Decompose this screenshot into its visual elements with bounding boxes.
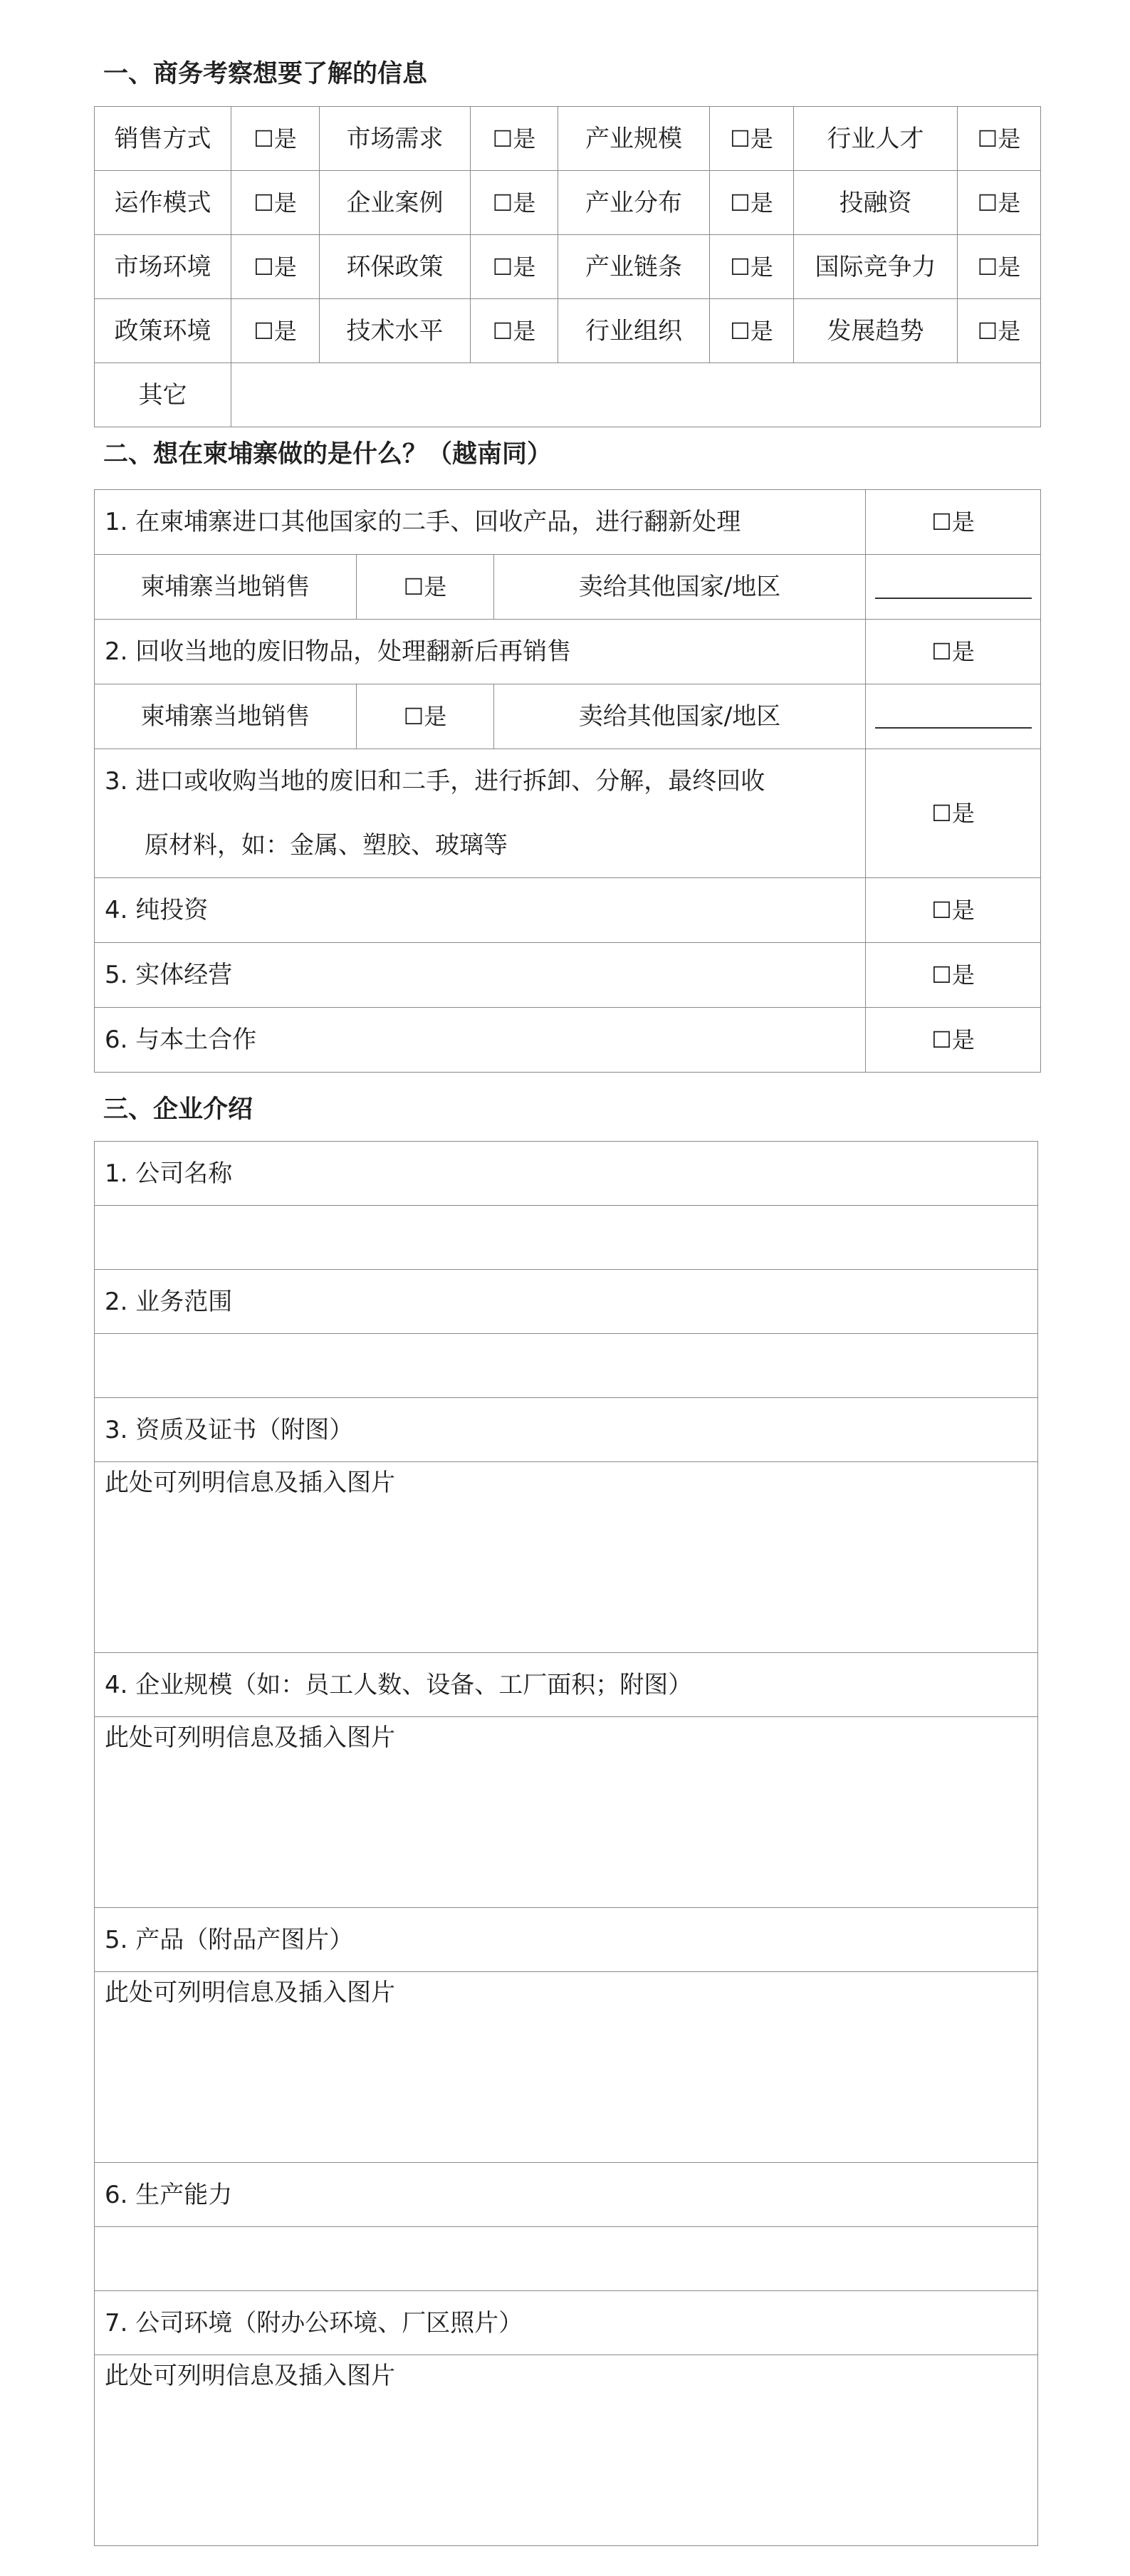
plan-checkbox[interactable]: ☐是	[866, 490, 1041, 555]
plan-table	[94, 489, 1041, 1073]
plan-checkbox[interactable]: ☐是	[866, 1008, 1041, 1073]
plan-item-text: 4. 纯投资	[95, 878, 866, 943]
info-label: 销售方式	[95, 107, 231, 171]
section1-title: 一、商务考察想要了解的信息	[103, 60, 428, 88]
info-checkbox[interactable]: ☐是	[231, 107, 320, 171]
plan-checkbox[interactable]: ☐是	[866, 749, 1041, 878]
plan-item	[95, 943, 1041, 1008]
info-row	[95, 235, 1041, 299]
sell-abroad-label: 卖给其他国家/地区	[494, 684, 866, 749]
company-item	[95, 2291, 1038, 2355]
sell-abroad-label: 卖给其他国家/地区	[494, 555, 866, 620]
section2-title: 二、想在柬埔寨做的是什么？（越南同）	[103, 440, 553, 469]
info-label: 产业链条	[558, 235, 710, 299]
plan-item-text: 2. 回收当地的废旧物品，处理翻新后再销售	[95, 620, 866, 684]
info-checkbox[interactable]: ☐是	[958, 171, 1041, 235]
info-checkbox[interactable]: ☐是	[958, 235, 1041, 299]
plan-item	[95, 878, 1041, 943]
plan-item-text	[95, 749, 866, 878]
info-checkbox[interactable]: ☐是	[710, 107, 794, 171]
plan-item-text: 5. 实体经营	[95, 943, 866, 1008]
company-item	[95, 1142, 1038, 1206]
scale-note[interactable]: 此处可列明信息及插入图片	[95, 1717, 1038, 1908]
info-label: 发展趋势	[794, 299, 958, 363]
info-label: 产业规模	[558, 107, 710, 171]
plan-item3-line1: 3. 进口或收购当地的废旧和二手，进行拆卸、分解，最终回收	[105, 767, 765, 796]
plan-item3-line2: 原材料，如：金属、塑胶、玻璃等	[145, 831, 508, 860]
info-label: 市场需求	[320, 107, 471, 171]
business-scope-input[interactable]	[95, 1334, 1038, 1398]
info-label: 投融资	[794, 171, 958, 235]
plan-item	[95, 620, 1041, 684]
info-checkbox[interactable]: ☐是	[471, 107, 558, 171]
info-label: 市场环境	[95, 235, 231, 299]
company-item	[95, 1270, 1038, 1334]
info-label: 企业案例	[320, 171, 471, 235]
blank-line	[875, 709, 1032, 729]
info-label: 技术水平	[320, 299, 471, 363]
plan-item-text: 1. 在柬埔寨进口其他国家的二手、回收产品，进行翻新处理	[95, 490, 866, 555]
info-row-other	[95, 363, 1041, 427]
company-input-row	[95, 1206, 1038, 1270]
plan-subrow	[95, 684, 1041, 749]
company-note-row	[95, 1972, 1038, 2163]
sell-abroad-blank[interactable]	[866, 684, 1041, 749]
plan-checkbox[interactable]: ☐是	[866, 943, 1041, 1008]
info-checkbox[interactable]: ☐是	[958, 299, 1041, 363]
company-item	[95, 2163, 1038, 2227]
info-table	[94, 106, 1041, 427]
company-table	[94, 1141, 1038, 2546]
product-note[interactable]: 此处可列明信息及插入图片	[95, 1972, 1038, 2163]
company-item-label: 6. 生产能力	[95, 2163, 1038, 2227]
company-note-row	[95, 1717, 1038, 1908]
plan-item	[95, 490, 1041, 555]
company-item-label: 4. 企业规模（如：员工人数、设备、工厂面积；附图）	[95, 1653, 1038, 1717]
company-item	[95, 1653, 1038, 1717]
info-label: 运作模式	[95, 171, 231, 235]
local-sales-label: 柬埔寨当地销售	[95, 684, 357, 749]
info-row	[95, 107, 1041, 171]
plan-checkbox[interactable]: ☐是	[866, 878, 1041, 943]
info-label: 行业组织	[558, 299, 710, 363]
environment-note[interactable]: 此处可列明信息及插入图片	[95, 2355, 1038, 2546]
info-checkbox[interactable]: ☐是	[710, 299, 794, 363]
company-name-input[interactable]	[95, 1206, 1038, 1270]
info-label: 国际竞争力	[794, 235, 958, 299]
company-item-label: 7. 公司环境（附办公环境、厂区照片）	[95, 2291, 1038, 2355]
info-label: 产业分布	[558, 171, 710, 235]
plan-checkbox[interactable]: ☐是	[866, 620, 1041, 684]
info-row	[95, 299, 1041, 363]
company-item	[95, 1908, 1038, 1972]
info-checkbox[interactable]: ☐是	[958, 107, 1041, 171]
section3-title: 三、企业介绍	[103, 1095, 253, 1124]
info-checkbox[interactable]: ☐是	[231, 299, 320, 363]
company-item	[95, 1398, 1038, 1462]
company-item-label: 3. 资质及证书（附图）	[95, 1398, 1038, 1462]
info-label: 行业人才	[794, 107, 958, 171]
plan-item-text: 6. 与本土合作	[95, 1008, 866, 1073]
info-checkbox[interactable]: ☐是	[471, 235, 558, 299]
local-sales-checkbox[interactable]: ☐是	[357, 555, 494, 620]
company-item-label: 1. 公司名称	[95, 1142, 1038, 1206]
info-checkbox[interactable]: ☐是	[710, 235, 794, 299]
company-input-row	[95, 2227, 1038, 2291]
company-note-row	[95, 2355, 1038, 2546]
info-row	[95, 171, 1041, 235]
sell-abroad-blank[interactable]	[866, 555, 1041, 620]
info-checkbox[interactable]: ☐是	[710, 171, 794, 235]
info-checkbox[interactable]: ☐是	[231, 235, 320, 299]
info-checkbox[interactable]: ☐是	[471, 299, 558, 363]
plan-subrow	[95, 555, 1041, 620]
other-input[interactable]	[231, 363, 1041, 427]
other-label: 其它	[95, 363, 231, 427]
info-checkbox[interactable]: ☐是	[471, 171, 558, 235]
info-label: 政策环境	[95, 299, 231, 363]
blank-line	[875, 579, 1032, 599]
company-input-row	[95, 1334, 1038, 1398]
info-label: 环保政策	[320, 235, 471, 299]
company-item-label: 5. 产品（附品产图片）	[95, 1908, 1038, 1972]
company-note-row	[95, 1462, 1038, 1653]
qualification-note[interactable]: 此处可列明信息及插入图片	[95, 1462, 1038, 1653]
capacity-input[interactable]	[95, 2227, 1038, 2291]
plan-item	[95, 749, 1041, 878]
plan-item	[95, 1008, 1041, 1073]
company-item-label: 2. 业务范围	[95, 1270, 1038, 1334]
local-sales-checkbox[interactable]: ☐是	[357, 684, 494, 749]
local-sales-label: 柬埔寨当地销售	[95, 555, 357, 620]
info-checkbox[interactable]: ☐是	[231, 171, 320, 235]
